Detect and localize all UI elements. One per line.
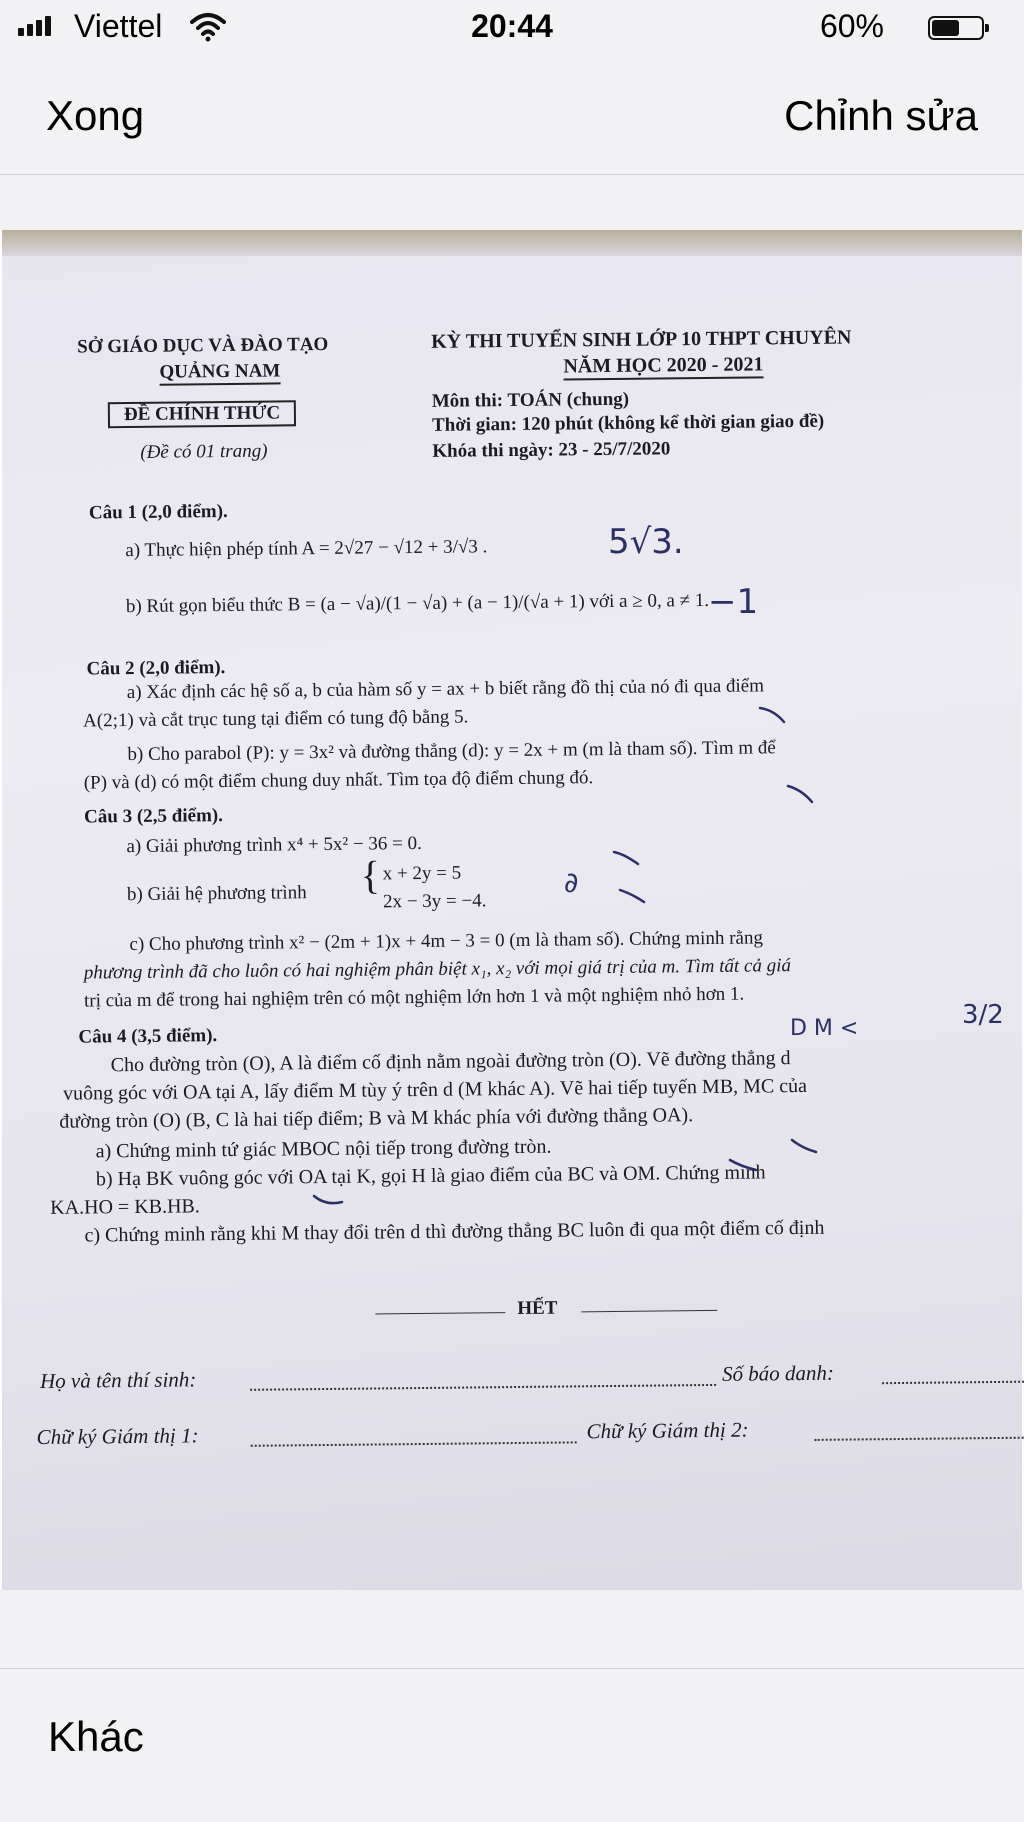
proctor-1-label: Chữ ký Giám thị 1: xyxy=(36,1423,199,1450)
question-2b-line-1: b) Cho parabol (P): y = 3x² và đường thẳng (d): y = 2x + m (m là tham số). Tìm m để xyxy=(127,737,776,766)
bottom-toolbar xyxy=(0,1668,1024,1822)
status-bar xyxy=(0,0,1024,58)
question-3a: a) Giải phương trình x⁴ + 5x² − 36 = 0. xyxy=(126,832,422,858)
exam-title-2: NĂM HỌC 2020 - 2021 xyxy=(563,353,763,380)
subject: Môn thi: TOÁN (chung) xyxy=(431,388,630,412)
handwritten-answer-1b: −1 xyxy=(708,582,759,622)
question-3b-eq-1: x + 2y = 5 xyxy=(382,862,462,885)
exam-dates: Khóa thi ngày: 23 - 25/7/2020 xyxy=(432,438,671,462)
candidate-name-label: Họ và tên thí sinh: xyxy=(39,1367,197,1394)
official-stamp: ĐỀ CHÍNH THỨC xyxy=(108,400,297,428)
photo-viewer[interactable] xyxy=(0,230,1024,1590)
proctor-2-label: Chữ ký Giám thị 2: xyxy=(586,1417,749,1444)
question-2-heading: Câu 2 (2,0 điểm). xyxy=(86,657,226,680)
edit-button[interactable]: Chỉnh sửa xyxy=(784,92,978,139)
handwritten-note-3c: D M < xyxy=(790,1016,859,1041)
question-2a-line-1: a) Xác định các hệ số a, b của hàm số y = ax + b biết rằng đồ thị của nó đi qua điểm xyxy=(126,675,765,704)
candidate-number-label: Số báo danh: xyxy=(721,1360,835,1386)
clock: 20:44 xyxy=(471,8,553,44)
exam-title-1: KỲ THI TUYỂN SINH LỚP 10 THPT CHUYÊN xyxy=(431,326,852,353)
question-4c: c) Chứng minh rằng khi M thay đổi trên d thì đường thẳng BC luôn đi qua một điểm cố định xyxy=(84,1216,825,1247)
dept-line-1: SỞ GIÁO DỤC VÀ ĐÀO TẠO xyxy=(77,333,329,358)
question-2a-line-2: A(2;1) và cắt trục tung tại điểm có tung độ bằng 5. xyxy=(83,706,469,732)
question-3b-label: b) Giải hệ phương trình xyxy=(126,882,307,906)
dept-line-2: QUẢNG NAM xyxy=(159,360,280,385)
question-1-heading: Câu 1 (2,0 điểm). xyxy=(88,500,228,524)
handwritten-answer-1a: 5√3. xyxy=(608,522,684,562)
battery-icon xyxy=(928,16,984,40)
handwritten-check-marks xyxy=(2,230,1022,1590)
time-allowed: Thời gian: 120 phút (không kể thời gian giao đề) xyxy=(431,410,825,436)
question-1a: a) Thực hiện phép tính A = 2√27 − √12 + 3/√3 . xyxy=(125,536,488,562)
question-1b: b) Rút gọn biểu thức B = (a − √a)/(1 − √a) + (a − 1)/(√a + 1) với a ≥ 0, a ≠ 1. xyxy=(125,589,710,618)
handwritten-mark-3: ∂ xyxy=(564,866,579,899)
question-2b-line-2: (P) và (d) có một điểm chung duy nhất. Tìm tọa độ điểm chung đó. xyxy=(83,767,594,794)
question-3b-eq-2: 2x − 3y = −4. xyxy=(382,890,487,913)
question-4-line-3: đường tròn (O) (B, C là hai tiếp điểm; B và M khác phía với đường thẳng OA). xyxy=(59,1104,694,1133)
nav-bar xyxy=(0,58,1024,175)
done-button[interactable]: Xong xyxy=(46,92,145,139)
system-brace: { xyxy=(360,852,381,898)
pages-note: (Đề có 01 trang) xyxy=(140,440,268,463)
question-4-line-1: Cho đường tròn (O), A là điểm cố định nằm ngoài đường tròn (O). Vẽ đường thẳng d xyxy=(110,1047,791,1077)
carrier-name: Viettel xyxy=(74,8,163,44)
battery-percentage: 60% xyxy=(819,8,884,44)
question-3c-line-1: c) Cho phương trình x² − (2m + 1)x + 4m − 3 = 0 (m là tham số). Chứng minh rằng xyxy=(129,927,764,956)
question-3c-line-3: trị của m để trong hai nghiệm trên có một nghiệm lớn hơn 1 và một nghiệm nhỏ hơn 1. xyxy=(83,983,745,1012)
more-button[interactable]: Khác xyxy=(48,1713,144,1760)
handwritten-fraction-3c: 3/2 xyxy=(962,1000,1004,1030)
question-4-line-2: vuông góc với OA tại A, lấy điểm M tùy ý trên d (M khác A). Vẽ hai tiếp tuyến MB, MC của xyxy=(62,1074,808,1105)
question-3-heading: Câu 3 (2,5 điểm). xyxy=(84,805,224,828)
question-4b-line-1: b) Hạ BK vuông góc với OA tại K, gọi H là giao điểm của BC và OM. Chứng minh xyxy=(95,1161,766,1191)
question-4a: a) Chứng minh tứ giác MBOC nội tiếp trong đường tròn. xyxy=(95,1135,552,1163)
question-4-heading: Câu 4 (3,5 điểm). xyxy=(78,1025,218,1048)
question-3c-line-2: phương trình đã cho luôn có hai nghiệm phân biệt x₁, x₂ với mọi giá trị của m. Tìm tất cả giá xyxy=(83,955,792,984)
exam-paper-photo xyxy=(2,230,1022,1590)
end-mark: HẾT xyxy=(517,1297,558,1320)
question-4b-line-2: KA.HO = KB.HB. xyxy=(50,1195,200,1219)
